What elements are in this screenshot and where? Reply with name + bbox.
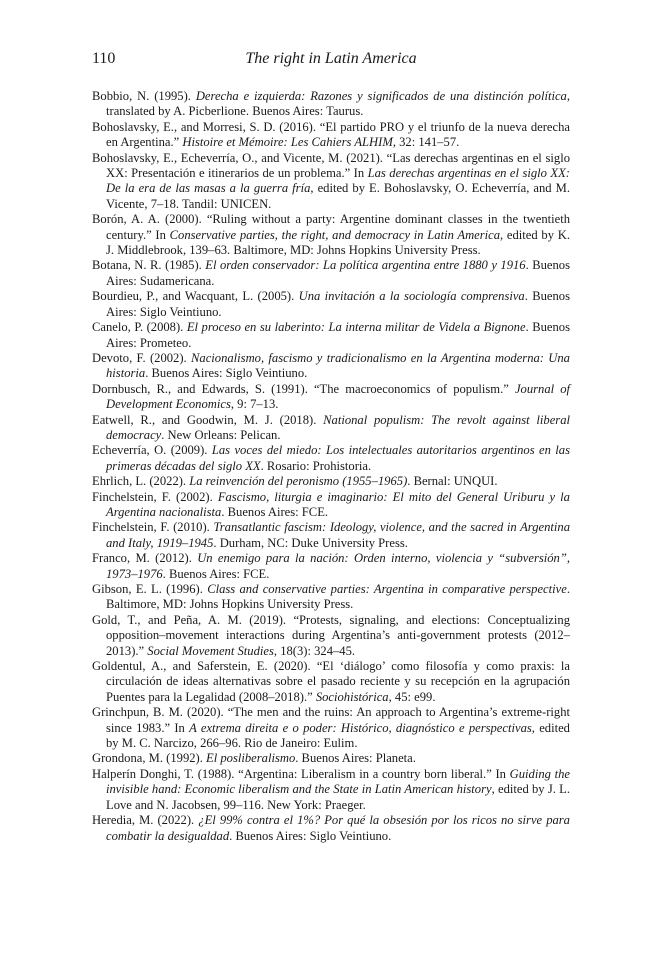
reference-title-italic: Histoire et Mémoire: Les Cahiers ALHIM: [182, 135, 393, 150]
reference-text: . Buenos Aires: FCE.: [221, 504, 329, 519]
reference-text: , 45: e99.: [388, 689, 436, 704]
reference-text: Halperín Donghi, T. (1988). “Argentina: Liberalism in a country born liberal.” In: [92, 766, 510, 781]
reference-text: Finchelstein, F. (2010).: [92, 520, 214, 535]
reference-title-italic: Sociohistórica: [315, 689, 389, 704]
reference-entry: [92, 751, 570, 766]
reference-text: . Buenos Aires: Planeta.: [295, 751, 416, 766]
reference-title-italic: El proceso en su laberinto: La interna militar de Videla a Bignone: [186, 320, 526, 335]
reference-entry: [92, 490, 570, 521]
reference-title-italic: El posliberalismo: [206, 751, 296, 766]
reference-list: [92, 89, 570, 844]
reference-title-italic: Las voces del miedo: Los intelectuales autoritarios argentinos en las primeras décadas del siglo XX: [106, 443, 571, 473]
reference-text: Bourdieu, P., and Wacquant, L. (2005).: [92, 289, 299, 304]
reference-title-italic: ¿El 99% contra el 1%? Por qué la obsesión por los ricos no sirve para combatir la desigualdad: [106, 813, 570, 843]
reference-text: Bohoslavsky, E., Echeverría, O., and Vicente, M. (2021). “Las derechas argentinas en el siglo XX: Presentación e itinerarios de un problema.” In: [92, 150, 570, 181]
reference-text: . Buenos Aires: FCE.: [162, 566, 270, 581]
reference-text: Franco, M. (2012).: [92, 551, 198, 566]
reference-text: , translated by A. Picberlione. Buenos Aires: Taurus.: [106, 89, 570, 119]
reference-text: . Buenos Aires: Siglo Veintiuno.: [229, 828, 392, 843]
page-header: [92, 50, 570, 70]
reference-title-italic: Class and conservative parties: Argentina in comparative perspective: [207, 582, 567, 596]
reference-entry: [92, 443, 570, 474]
reference-text: , edited by J. L. Love and N. Jacobsen, 99–116. New York: Praeger.: [106, 782, 570, 812]
reference-entry: [92, 89, 570, 120]
reference-title-italic: Fascismo, liturgia e imaginario: El mito del General Uriburu y la Argentina nacionalista: [106, 489, 570, 519]
reference-text: Grinchpun, B. M. (2020). “The men and the ruins: An approach to Argentina’s extreme-right since 1983.” In: [92, 705, 570, 735]
reference-entry: [92, 382, 570, 413]
reference-text: Grondona, M. (1992).: [92, 751, 207, 766]
reference-entry: [92, 120, 570, 151]
reference-title-italic: Un enemigo para la nación: Orden interno, violencia y “subversión”, 1973–1976: [106, 551, 570, 581]
reference-text: Gibson, E. L. (1996).: [92, 582, 208, 596]
reference-text: , 18(3): 324–45.: [273, 643, 356, 658]
reference-text: Bobbio, N. (1995).: [92, 89, 196, 103]
reference-entry: [92, 613, 570, 659]
reference-text: Canelo, P. (2008).: [92, 320, 187, 335]
reference-title-italic: Las derechas argentinas en el siglo XX: De la era de las masas a la guerra fría: [106, 166, 570, 196]
reference-title-italic: Guiding the invisible hand: Economic liberalism and the State in Latin American history: [106, 766, 570, 797]
reference-title-italic: National populism: The revolt against liberal democracy: [106, 412, 570, 442]
reference-text: Ehrlich, L. (2022).: [92, 474, 190, 489]
reference-entry: [92, 767, 570, 813]
page-number: 110: [92, 50, 116, 67]
reference-title-italic: Journal of Development Economics: [106, 381, 571, 412]
reference-entry: [92, 212, 570, 258]
reference-text: , edited by M. C. Narcizo, 266–96. Rio de Janeiro: Eulim.: [106, 720, 570, 751]
reference-text: . Buenos Aires: Sudamericana.: [106, 258, 571, 288]
reference-title-italic: Una invitación a la sociología comprensiva: [298, 289, 525, 304]
reference-entry: [92, 289, 570, 320]
reference-entry: [92, 551, 570, 582]
reference-title-italic: Nacionalismo, fascismo y tradicionalismo en la Argentina moderna: Una historia: [106, 350, 570, 381]
reference-text: Borón, A. A. (2000). “Ruling without a party: Argentine dominant classes in the twentieth century.” In: [92, 212, 570, 242]
reference-text: , 9: 7–13.: [230, 397, 279, 412]
reference-text: , 32: 141–57.: [392, 135, 460, 150]
reference-text: . Durham, NC: Duke University Press.: [213, 535, 408, 550]
reference-text: . Bernal: UNQUI.: [407, 474, 498, 489]
reference-text: Eatwell, R., and Goodwin, M. J. (2018).: [92, 412, 324, 427]
reference-entry: [92, 320, 570, 351]
reference-text: . Buenos Aires: Siglo Veintiuno.: [106, 289, 570, 319]
reference-title-italic: Derecha e izquierda: Razones y significados de una distinción política: [195, 89, 567, 103]
reference-title-italic: A extrema direita e o poder: Histórico, diagnóstico e perspectivas: [189, 720, 532, 735]
reference-entry: [92, 705, 570, 751]
reference-entry: [92, 582, 570, 613]
reference-text: Finchelstein, F. (2002).: [92, 489, 218, 504]
reference-entry: [92, 413, 570, 444]
reference-text: Gold, T., and Peña, A. M. (2019). “Protests, signaling, and elections: Conceptualizing opposition–movement interactions during Argentina’s anti-government protests (2012–2013).”: [92, 612, 570, 658]
reference-text: . Baltimore, MD: Johns Hopkins University Press.: [106, 582, 570, 612]
reference-text: Botana, N. R. (1985).: [92, 258, 206, 273]
reference-entry: [92, 351, 570, 382]
reference-text: Devoto, F. (2002).: [92, 350, 191, 365]
reference-title-italic: Conservative parties, the right, and democracy in Latin America: [169, 227, 501, 242]
reference-text: . Buenos Aires: Siglo Veintiuno.: [145, 366, 308, 381]
reference-text: , edited by E. Bohoslavsky, O. Echeverría, and M. Vicente, 7–18. Tandil: UNICEN.: [106, 181, 570, 211]
reference-text: Bohoslavsky, E., and Morresi, S. D. (2016). “El partido PRO y el triunfo de la nueva derecha en Argentina.”: [92, 119, 570, 150]
reference-text: . Buenos Aires: Prometeo.: [106, 320, 571, 350]
reference-entry: [92, 474, 570, 489]
reference-title-italic: Social Movement Studies: [147, 643, 274, 658]
reference-title-italic: La reinvención del peronismo (1955–1965): [189, 474, 408, 489]
reference-entry: [92, 813, 570, 844]
reference-text: Dornbusch, R., and Edwards, S. (1991). “The macroeconomics of populism.”: [92, 381, 515, 396]
reference-entry: [92, 659, 570, 705]
reference-entry: [92, 151, 570, 213]
reference-title-italic: El orden conservador: La política argentina entre 1880 y 1916: [205, 258, 526, 273]
reference-text: , edited by K. J. Middlebrook, 139–63. Baltimore, MD: Johns Hopkins University Press.: [106, 227, 570, 258]
reference-text: . Rosario: Prohistoria.: [260, 458, 372, 473]
reference-text: . New Orleans: Pelican.: [161, 427, 281, 442]
reference-title-italic: Transatlantic fascism: Ideology, violence, and the sacred in Argentina and Italy, 1919–1945: [106, 520, 570, 550]
reference-entry: [92, 258, 570, 289]
reference-text: Heredia, M. (2022).: [92, 813, 199, 828]
reference-entry: [92, 520, 570, 551]
reference-text: Echeverría, O. (2009).: [92, 443, 212, 458]
reference-text: Goldentul, A., and Saferstein, E. (2020). “El ‘diálogo’ como filosofía y como praxis: la circulación de ideas alternativas sobre el pasado reciente y su recepción en la agrupación Puentes para la Legalidad (2008–2018).”: [92, 659, 570, 704]
running-title: The right in Latin America: [245, 50, 417, 67]
